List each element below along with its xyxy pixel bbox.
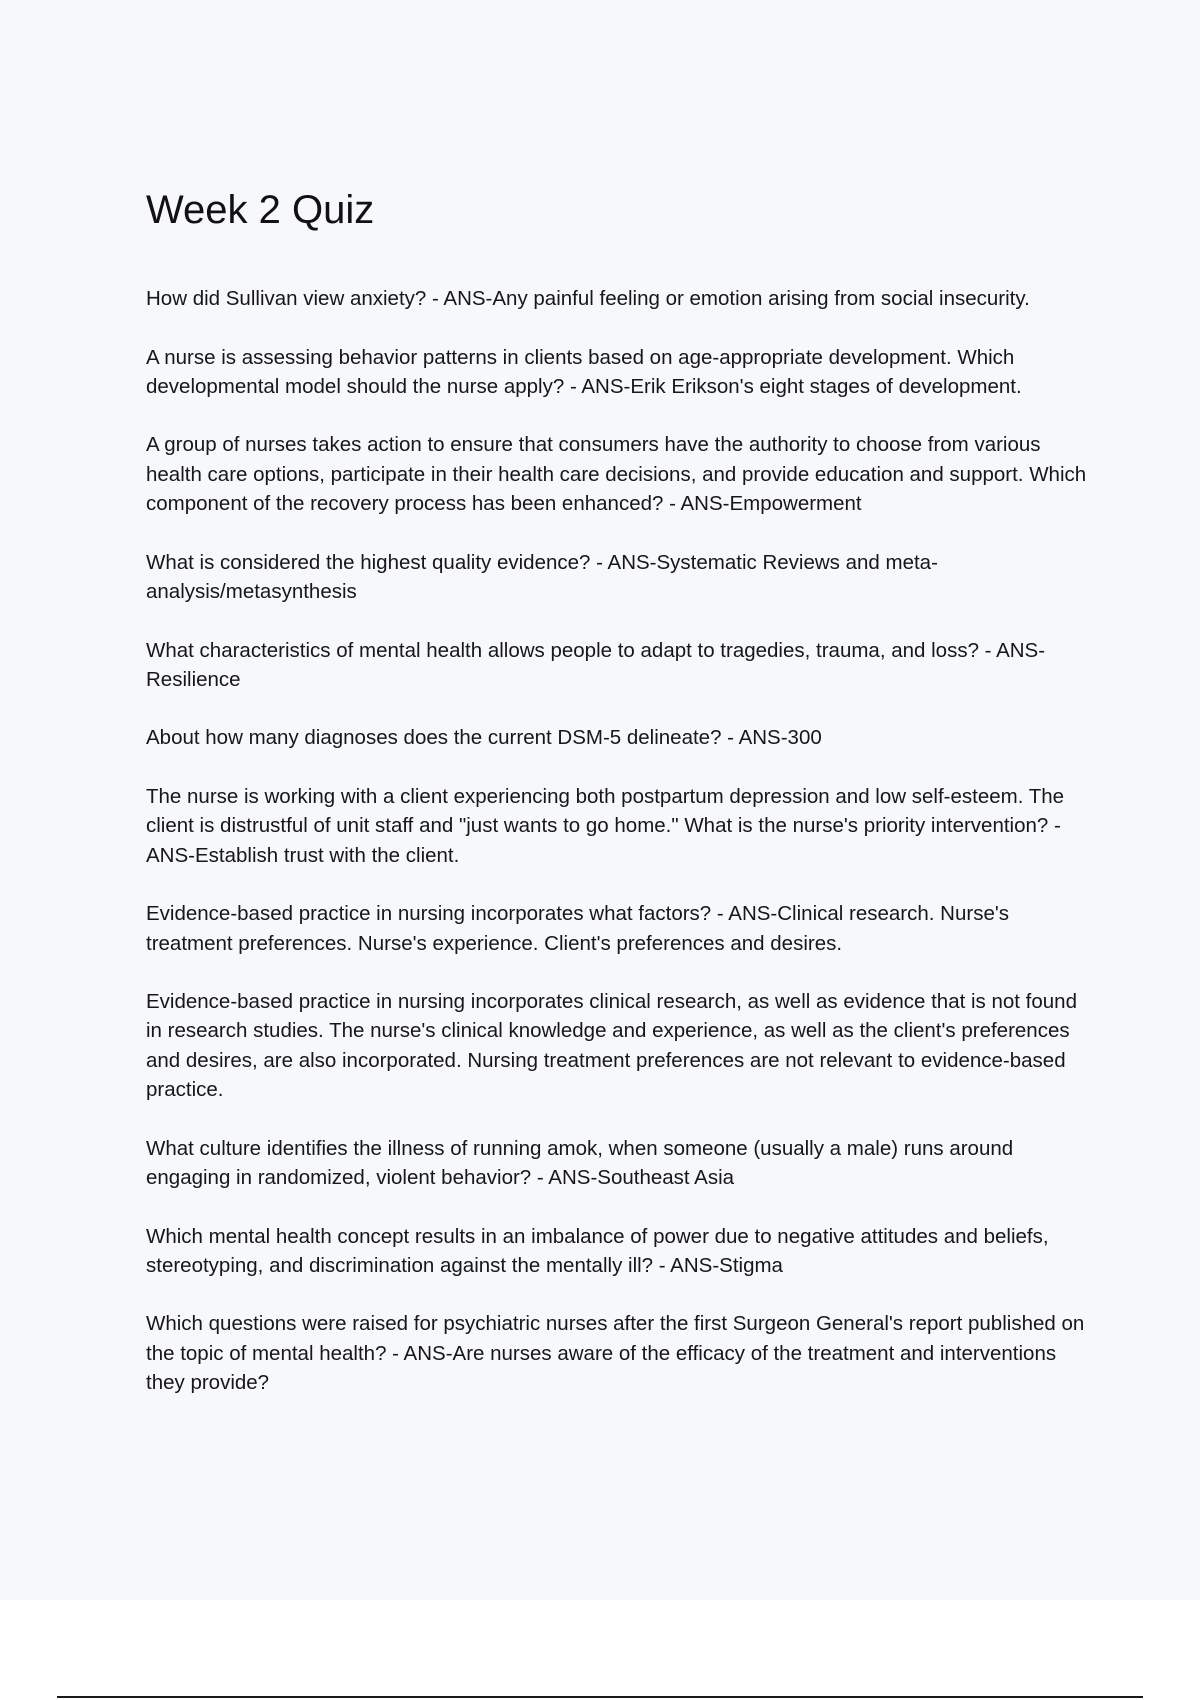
question-answer-item: A group of nurses takes action to ensure that consumers have the authority to choose from various health care options, participate in their health care decisions, and provide education and support. Which component of the recovery process has been enhanced? - ANS-Empowerment: [146, 433, 1087, 516]
document-content: [146, 184, 1098, 1427]
page-title: Week 2 Quiz: [146, 188, 375, 232]
question-answer-item: What is considered the highest quality evidence? - ANS-Systematic Reviews and meta-analysis/metasynthesis: [146, 550, 938, 603]
question-answer-item: The nurse is working with a client experiencing both postpartum depression and low self-esteem. The client is distrustful of unit staff and "just wants to go home." What is the nurse's priority intervention? - ANS-Establish trust with the client.: [146, 785, 1065, 867]
question-answer-item: About how many diagnoses does the current DSM-5 delineate? - ANS-300: [146, 726, 822, 750]
question-answer-item: Which mental health concept results in an imbalance of power due to negative attitudes and beliefs, stereotyping, and discrimination against the mentally ill? - ANS-Stigma: [146, 1224, 1049, 1277]
question-answer-item: What culture identifies the illness of running amok, when someone (usually a male) runs around engaging in randomized, violent behavior? - ANS-Southeast Asia: [146, 1136, 1014, 1189]
question-answer-item: A nurse is assessing behavior patterns in clients based on age-appropriate development. Which developmental model should the nurse apply? - ANS-Erik Erikson's eight stages of development.: [146, 345, 1022, 398]
question-answer-item: Which questions were raised for psychiatric nurses after the first Surgeon General's report published on the topic of mental health? - ANS-Are nurses aware of the efficacy of the treatment and interventions they provide?: [146, 1312, 1085, 1394]
question-answer-list: [146, 284, 1098, 1397]
question-answer-item: How did Sullivan view anxiety? - ANS-Any painful feeling or emotion arising from social insecurity.: [146, 287, 1030, 310]
question-answer-item: Evidence-based practice in nursing incorporates what factors? - ANS-Clinical research. Nurse's treatment preferences. Nurse's experience. Client's preferences and desires.: [146, 902, 1010, 955]
question-answer-item: Evidence-based practice in nursing incorporates clinical research, as well as evidence that is not found in research studies. The nurse's clinical knowledge and experience, as well as the client's preferences and desires, are also incorporated. Nursing treatment preferences are not relevant to evidence-based practice.: [146, 990, 1077, 1102]
question-answer-item: What characteristics of mental health allows people to adapt to tragedies, trauma, and loss? - ANS-Resilience: [146, 638, 1046, 691]
footer-divider: [57, 1696, 1143, 1698]
